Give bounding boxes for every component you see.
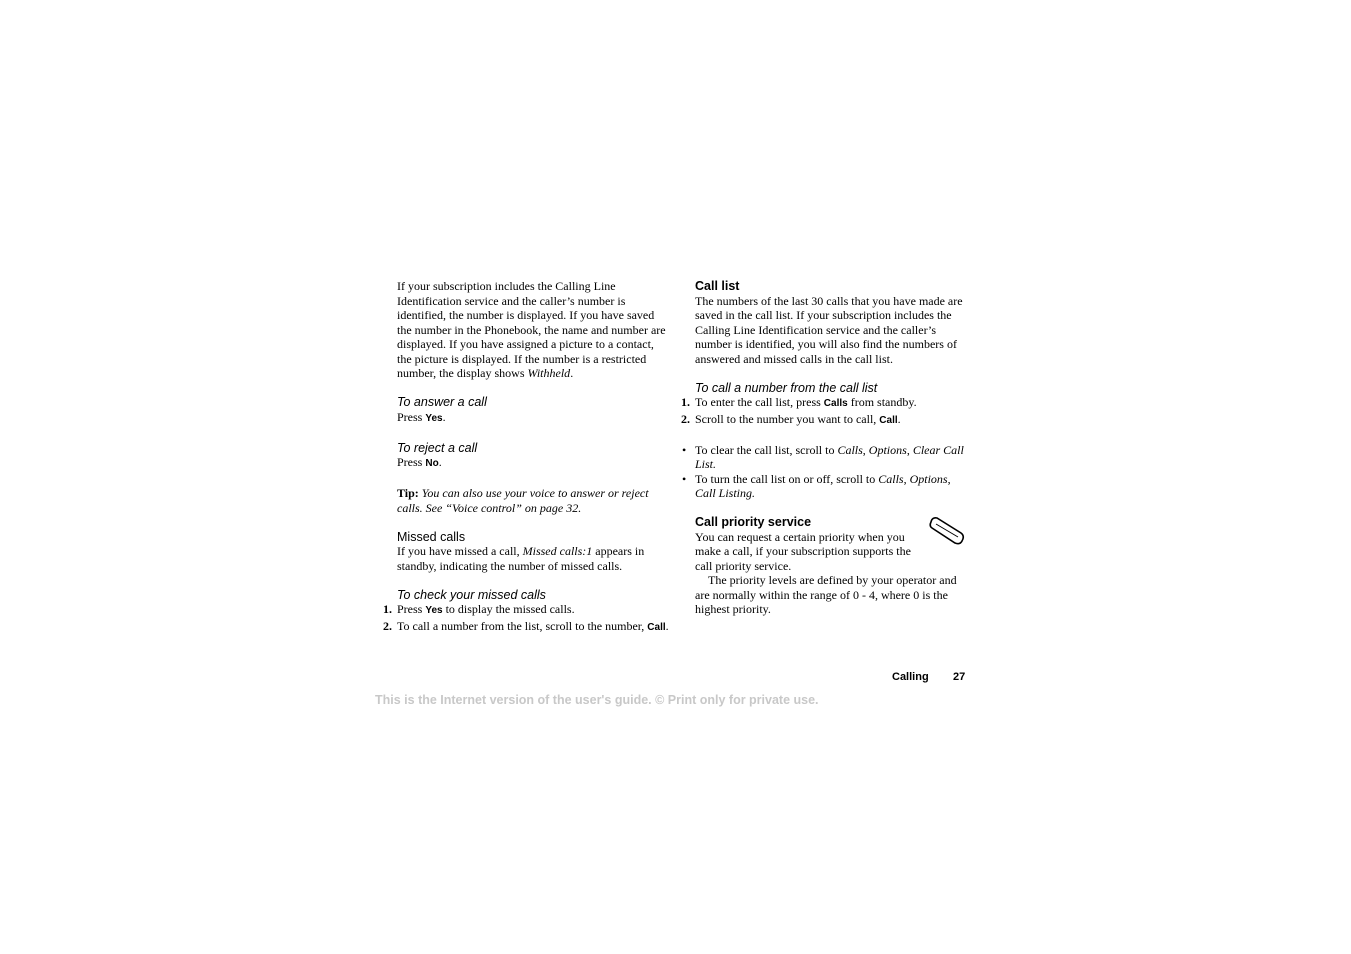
right-column bbox=[681, 279, 965, 617]
call-priority-text: You can request a certain priority when you make a call, if your subscription supports the call priority service. bbox=[695, 529, 911, 573]
tip-label: Tip: bbox=[397, 486, 419, 500]
call-list-options bbox=[682, 442, 965, 501]
answer-call-heading: To answer a call bbox=[397, 395, 487, 409]
call-list-heading: Call list bbox=[695, 279, 740, 293]
list-item: • To clear the call list, scroll to Calls, Options, Clear Call List. bbox=[682, 442, 964, 471]
left-column bbox=[383, 279, 669, 635]
call-priority-levels: The priority levels are defined by your operator and are normally within the range of 0 - 4, where 0 is the highest priority. bbox=[695, 573, 957, 616]
list-item: 1. Press Yes to display the missed calls. bbox=[383, 602, 575, 616]
call-list-text: The numbers of the last 30 calls that you have made are saved in the call list. If your subscription includes the Calling Line Identification service and the caller’s number is identified, you will also find the numbers of answered and missed calls in the call list. bbox=[695, 293, 963, 366]
call-key: Call bbox=[879, 414, 898, 426]
call-number-steps bbox=[681, 395, 965, 428]
intro-paragraph: If your subscription includes the Calling Line Identification service and the caller’s number is identified, the number is displayed. If you have saved the number in the Phonebook, the name and number are displayed. If you have assigned a picture to a contact, the picture is displayed. If the number is a restricted number, the display shows Withheld. bbox=[397, 279, 666, 380]
missed-calls-text: If you have missed a call, Missed calls:1 appears in standby, indicating the number of missed calls. bbox=[397, 544, 645, 573]
list-item: • To turn the call list on or off, scroll to Calls, Options, Call Listing. bbox=[682, 471, 951, 500]
yes-key: Yes bbox=[425, 605, 443, 616]
call-number-heading: To call a number from the call list bbox=[695, 380, 878, 395]
phone-operator-icon bbox=[928, 515, 966, 547]
call-key: Call bbox=[647, 621, 666, 633]
list-item: 1. To enter the call list, press Calls from standby. bbox=[681, 395, 917, 409]
section-name: Calling bbox=[892, 671, 929, 683]
check-missed-steps bbox=[383, 602, 669, 635]
internet-version-disclaimer: This is the Internet version of the user's guide. © Print only for private use. bbox=[375, 693, 819, 707]
page-number: 27 bbox=[953, 671, 966, 683]
list-item: 2. Scroll to the number you want to call, Call. bbox=[681, 411, 901, 426]
page-footer bbox=[892, 671, 966, 683]
missed-calls-heading: Missed calls bbox=[397, 529, 466, 544]
yes-key: Yes bbox=[425, 412, 443, 424]
check-missed-heading: To check your missed calls bbox=[397, 587, 546, 602]
call-priority-heading: Call priority service bbox=[695, 515, 812, 529]
tip-paragraph: Tip: You can also use your voice to answer or reject calls. See “Voice control” on page 32. bbox=[397, 486, 649, 515]
no-key: No bbox=[425, 458, 439, 469]
calls-key: Calls bbox=[823, 398, 848, 409]
list-item: 2. To call a number from the list, scroll to the number, Call. bbox=[383, 618, 669, 633]
answer-call-text: Press Yes. bbox=[397, 409, 446, 424]
reject-call-text: Press No. bbox=[397, 455, 442, 469]
reject-call-heading: To reject a call bbox=[397, 440, 478, 455]
